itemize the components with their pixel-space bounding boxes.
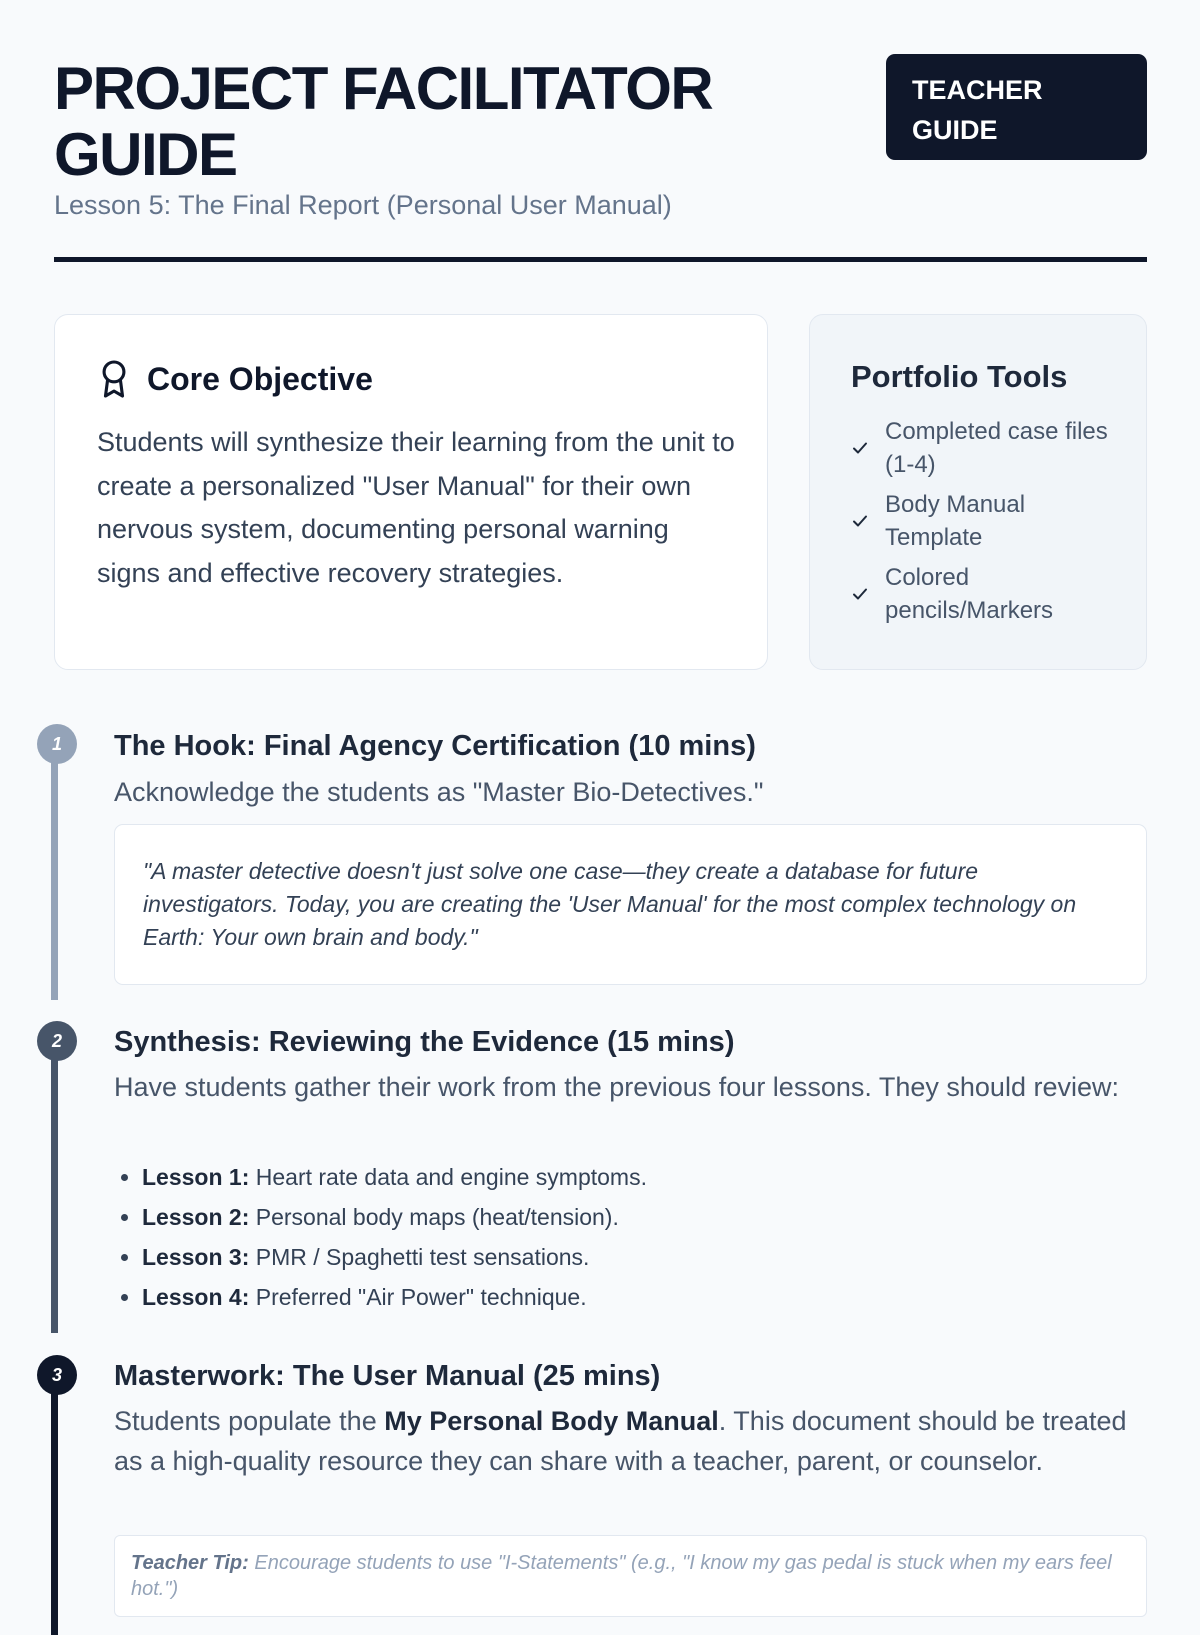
portfolio-tools-heading: Portfolio Tools (851, 359, 1068, 394)
tip-label: Teacher Tip: (131, 1552, 249, 1574)
lead-text: Students populate the (114, 1406, 385, 1436)
tool-item-label: Colored pencils/Markers (885, 564, 1054, 624)
lesson-label: Lesson 1: (142, 1164, 250, 1190)
teacher-tip (114, 1535, 1147, 1617)
check-icon (851, 512, 869, 530)
check-icon (851, 585, 869, 603)
tip-text: Encourage students to use "I-Statements" (e.g., "I know my gas pedal is stuck when my ears feel hot.") (131, 1552, 1112, 1600)
timeline-rail (51, 744, 58, 1000)
hook-quote: "A master detective doesn't just solve one case—they create a database for future investigators. Today, you are creating the 'User Manual' for the most complex technology on Earth: Your own brain and body." (114, 824, 1147, 985)
step-description: Have students gather their work from the previous four lessons. They should review: (114, 1072, 1119, 1102)
step-title: The Hook: Final Agency Certification (10 mins) (114, 730, 756, 762)
lesson-text: Preferred "Air Power" technique. (255, 1284, 587, 1310)
lesson-text: Personal body maps (heat/tension). (255, 1204, 619, 1230)
step-description: Acknowledge the students as "Master Bio-Detectives." (114, 777, 764, 807)
facilitator-guide-page (51, 0, 1147, 1600)
timeline-rail (51, 1375, 58, 1635)
lesson-text: PMR / Spaghetti test sensations. (255, 1244, 590, 1270)
step-number-badge: 1 (37, 724, 77, 764)
tool-item-label: Body Manual Template (885, 491, 1026, 551)
tool-item (851, 488, 1111, 554)
guide-header (54, 0, 1147, 262)
tool-item (851, 415, 1111, 481)
lead-text: . This document should be treated as a high-quality resource they can share with a teacher, parent, or counselor. (114, 1406, 1127, 1476)
lesson-subtitle: Lesson 5: The Final Report (Personal User Manual) (54, 190, 672, 220)
step-title: Masterwork: The User Manual (25 mins) (114, 1360, 661, 1392)
step-title: Synthesis: Reviewing the Evidence (15 mins) (114, 1026, 735, 1058)
lesson-label: Lesson 3: (142, 1244, 250, 1270)
page-title: PROJECT FACILITATOR GUIDE (54, 55, 713, 188)
portfolio-tools-card (809, 314, 1147, 670)
evidence-list (114, 1157, 647, 1317)
list-item (142, 1197, 647, 1237)
tool-item-label: Completed case files (1-4) (885, 418, 1108, 478)
lesson-label: Lesson 2: (142, 1204, 250, 1230)
core-objective-header (97, 359, 373, 399)
core-objective-heading: Core Objective (147, 360, 373, 397)
tool-item (851, 561, 1111, 627)
award-ribbon-icon (97, 359, 131, 399)
lesson-text: Heart rate data and engine symptoms. (255, 1164, 647, 1190)
core-objective-card (54, 314, 768, 670)
check-icon (851, 439, 869, 457)
list-item (142, 1237, 647, 1277)
lesson-label: Lesson 4: (142, 1284, 250, 1310)
step-description (114, 1401, 1134, 1481)
manual-name: My Personal Body Manual (384, 1406, 719, 1436)
core-objective-text: Students will synthesize their learning from the unit to create a personalized "User Manual" for their own nervous system, documenting personal warning signs and effective recovery strategies. (97, 427, 735, 588)
step-number-badge: 2 (37, 1021, 77, 1061)
list-item (142, 1157, 647, 1197)
timeline-rail (51, 1041, 58, 1333)
list-item (142, 1277, 647, 1317)
teacher-guide-badge: TEACHER GUIDE (886, 54, 1147, 160)
step-number-badge: 3 (37, 1355, 77, 1395)
